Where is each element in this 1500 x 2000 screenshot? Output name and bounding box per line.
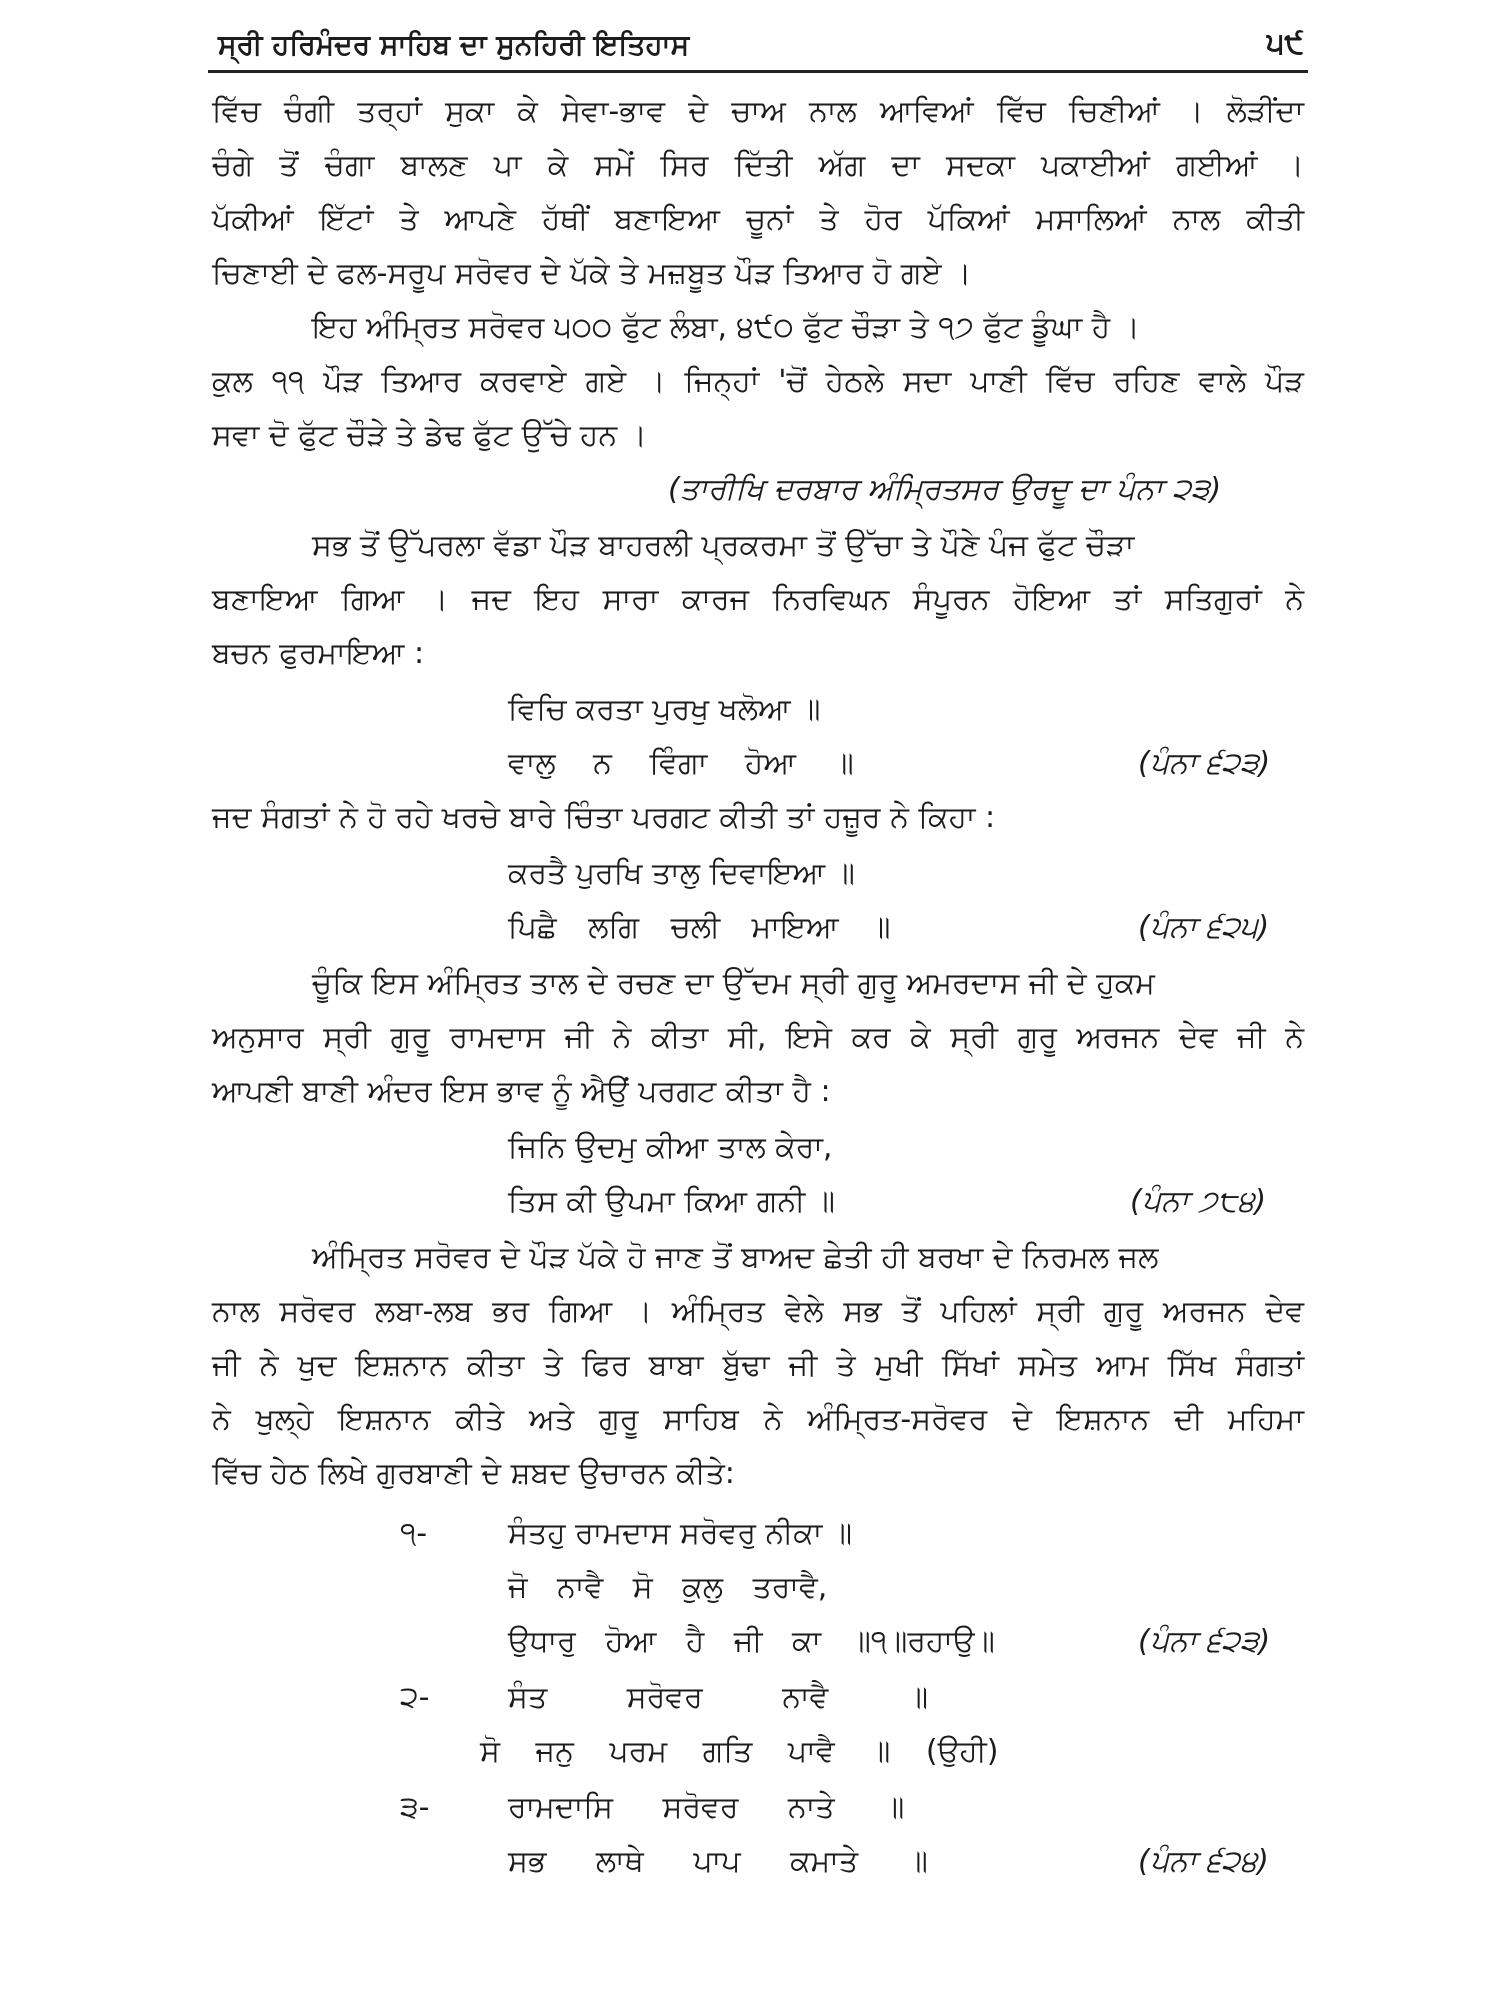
verse-line: ਸੰਤ ਸਰੋਵਰ ਨਾਵੈ ॥ bbox=[508, 1680, 929, 1715]
verse-line: ਜਿਨਿ ਉਦਮੁ ਕੀਆ ਤਾਲ ਕੇਰਾ, bbox=[508, 1130, 833, 1165]
verse-line: ਰਾਮਦਾਸਿ ਸਰੋਵਰ ਨਾਤੇ ॥ bbox=[508, 1790, 905, 1825]
body-line: ਕੁਲ ੧੧ ਪੌੜ ਤਿਆਰ ਕਰਵਾਏ ਗਏ । ਜਿਨ੍ਹਾਂ 'ਚੋਂ ਹੇਠਲੇ ਸਦਾ ਪਾਣੀ ਵਿੱਚ ਰਹਿਣ ਵਾਲੇ ਪੌੜ bbox=[212, 364, 1304, 399]
verse-citation: (ਪੰਨਾ ੬੨੫) bbox=[1138, 910, 1270, 945]
verse-number: ੩- bbox=[400, 1790, 430, 1825]
verse-line: ਕਰਤੈ ਪੁਰਖਿ ਤਾਲੁ ਦਿਵਾਇਆ ॥ bbox=[508, 856, 855, 891]
body-line: ਨਾਲ ਸਰੋਵਰ ਲਬਾ-ਲਬ ਭਰ ਗਿਆ । ਅੰਮ੍ਰਿਤ ਵੇਲੇ ਸਭ ਤੋਂ ਪਹਿਲਾਂ ਸ੍ਰੀ ਗੁਰੂ ਅਰਜਨ ਦੇਵ bbox=[212, 1294, 1304, 1329]
body-line: ਬਚਨ ਫੁਰਮਾਇਆ : bbox=[212, 636, 425, 671]
verse-citation: (ਪੰਨਾ ੬੨੩) bbox=[1138, 1624, 1271, 1659]
verse-line: ਸੋ ਜਨੁ ਪਰਮ ਗਤਿ ਪਾਵੈ ॥ (ਉਹੀ) bbox=[480, 1734, 999, 1769]
verse-line: ਤਿਸ ਕੀ ਉਪਮਾ ਕਿਆ ਗਨੀ ॥ bbox=[508, 1184, 836, 1219]
body-line: ਬਣਾਇਆ ਗਿਆ । ਜਦ ਇਹ ਸਾਰਾ ਕਾਰਜ ਨਿਰਵਿਘਨ ਸੰਪੂਰਨ ਹੋਇਆ ਤਾਂ ਸਤਿਗੁਰਾਂ ਨੇ bbox=[212, 582, 1304, 617]
body-line: ਸਭ ਤੋਂ ਉੱਪਰਲਾ ਵੱਡਾ ਪੌੜ ਬਾਹਰਲੀ ਪ੍ਰਕਰਮਾ ਤੋਂ ਉੱਚਾ ਤੇ ਪੌਣੇ ਪੰਜ ਫੁੱਟ ਚੌੜਾ bbox=[312, 528, 1135, 563]
verse-line: ਸਭ ਲਾਥੇ ਪਾਪ ਕਮਾਤੇ ॥ bbox=[508, 1844, 928, 1879]
body-line: ਇਹ ਅੰਮ੍ਰਿਤ ਸਰੋਵਰ ੫੦੦ ਫੁੱਟ ਲੰਬਾ, ੪੯੦ ਫੁੱਟ ਚੌੜਾ ਤੇ ੧੭ ਫੁੱਟ ਡੂੰਘਾ ਹੈ । bbox=[312, 310, 1140, 345]
citation-tarikh: (ਤਾਰੀਖਿ ਦਰਬਾਰ ਅੰਮ੍ਰਿਤਸਰ ਉਰਦੂ ਦਾ ਪੰਨਾ ੨੩) bbox=[668, 472, 1222, 507]
verse-citation: (ਪੰਨਾ ੬੨੪) bbox=[1138, 1844, 1269, 1879]
verse-number: ੨- bbox=[400, 1680, 430, 1715]
verse-line: ਵਾਲੁ ਨ ਵਿੰਗਾ ਹੋਆ ॥ bbox=[508, 746, 854, 781]
running-header bbox=[208, 26, 1308, 73]
verse-citation: (ਪੰਨਾ ੭੮੪) bbox=[1130, 1184, 1267, 1219]
body-line: ਜਦ ਸੰਗਤਾਂ ਨੇ ਹੋ ਰਹੇ ਖਰਚੇ ਬਾਰੇ ਚਿੰਤਾ ਪਰਗਟ ਕੀਤੀ ਤਾਂ ਹਜ਼ੂਰ ਨੇ ਕਿਹਾ : bbox=[212, 800, 996, 835]
body-line: ਵਿੱਚ ਹੇਠ ਲਿਖੇ ਗੁਰਬਾਣੀ ਦੇ ਸ਼ਬਦ ਉਚਾਰਨ ਕੀਤੇ: bbox=[212, 1456, 735, 1491]
body-line: ਅਨੁਸਾਰ ਸ੍ਰੀ ਗੁਰੂ ਰਾਮਦਾਸ ਜੀ ਨੇ ਕੀਤਾ ਸੀ, ਇਸੇ ਕਰ ਕੇ ਸ੍ਰੀ ਗੁਰੂ ਅਰਜਨ ਦੇਵ ਜੀ ਨੇ bbox=[212, 1020, 1304, 1055]
body-line: ਪੱਕੀਆਂ ਇੱਟਾਂ ਤੇ ਆਪਣੇ ਹੱਥੀਂ ਬਣਾਇਆ ਚੂਨਾਂ ਤੇ ਹੋਰ ਪੱਕਿਆਂ ਮਸਾਲਿਆਂ ਨਾਲ ਕੀਤੀ bbox=[212, 202, 1304, 237]
body-line: ਚੂੰਕਿ ਇਸ ਅੰਮ੍ਰਿਤ ਤਾਲ ਦੇ ਰਚਣ ਦਾ ਉੱਦਮ ਸ੍ਰੀ ਗੁਰੂ ਅਮਰਦਾਸ ਜੀ ਦੇ ਹੁਕਮ bbox=[312, 966, 1155, 1001]
verse-line: ਉਧਾਰੁ ਹੋਆ ਹੈ ਜੀ ਕਾ ॥੧॥ਰਹਾਉ॥ bbox=[508, 1624, 995, 1659]
verse-line: ਸੰਤਹੁ ਰਾਮਦਾਸ ਸਰੋਵਰੁ ਨੀਕਾ ॥ bbox=[508, 1516, 853, 1551]
verse-line: ਪਿਛੈ ਲਗਿ ਚਲੀ ਮਾਇਆ ॥ bbox=[508, 910, 891, 945]
body-line: ਅੰਮ੍ਰਿਤ ਸਰੋਵਰ ਦੇ ਪੌੜ ਪੱਕੇ ਹੋ ਜਾਣ ਤੋਂ ਬਾਅਦ ਛੇਤੀ ਹੀ ਬਰਖਾ ਦੇ ਨਿਰਮਲ ਜਲ bbox=[312, 1240, 1159, 1275]
page-number: ੫੯ bbox=[1266, 26, 1304, 61]
verse-citation: (ਪੰਨਾ ੬੨੩) bbox=[1138, 746, 1271, 781]
verse-number: ੧- bbox=[400, 1516, 428, 1551]
header-title: ਸ੍ਰੀ ਹਰਿਮੰਦਰ ਸਾਹਿਬ ਦਾ ਸੁਨਹਿਰੀ ਇਤਿਹਾਸ bbox=[218, 28, 690, 61]
verse-line: ਜੋ ਨਾਵੈ ਸੋ ਕੁਲੁ ਤਰਾਵੈ, bbox=[508, 1570, 828, 1605]
body-line: ਵਿੱਚ ਚੰਗੀ ਤਰ੍ਹਾਂ ਸੁਕਾ ਕੇ ਸੇਵਾ-ਭਾਵ ਦੇ ਚਾਅ ਨਾਲ ਆਵਿਆਂ ਵਿੱਚ ਚਿਣੀਆਂ । ਲੋੜੀਂਦਾ bbox=[212, 94, 1304, 129]
body-line: ਨੇ ਖੁਲ੍ਹੇ ਇਸ਼ਨਾਨ ਕੀਤੇ ਅਤੇ ਗੁਰੂ ਸਾਹਿਬ ਨੇ ਅੰਮ੍ਰਿਤ-ਸਰੋਵਰ ਦੇ ਇਸ਼ਨਾਨ ਦੀ ਮਹਿਮਾ bbox=[212, 1402, 1304, 1437]
body-line: ਸਵਾ ਦੋ ਫੁੱਟ ਚੌੜੇ ਤੇ ਡੇਢ ਫੁੱਟ ਉੱਚੇ ਹਨ । bbox=[212, 418, 647, 453]
body-line: ਜੀ ਨੇ ਖੁਦ ਇਸ਼ਨਾਨ ਕੀਤਾ ਤੇ ਫਿਰ ਬਾਬਾ ਬੁੱਢਾ ਜੀ ਤੇ ਮੁਖੀ ਸਿੱਖਾਂ ਸਮੇਤ ਆਮ ਸਿੱਖ ਸੰਗਤਾਂ bbox=[212, 1348, 1304, 1383]
body-line: ਆਪਣੀ ਬਾਣੀ ਅੰਦਰ ਇਸ ਭਾਵ ਨੂੰ ਐਉਂ ਪਰਗਟ ਕੀਤਾ ਹੈ : bbox=[212, 1074, 831, 1109]
body-line: ਚੰਗੇ ਤੋਂ ਚੰਗਾ ਬਾਲਣ ਪਾ ਕੇ ਸਮੇਂ ਸਿਰ ਦਿੱਤੀ ਅੱਗ ਦਾ ਸਦਕਾ ਪਕਾਈਆਂ ਗਈਆਂ । bbox=[212, 148, 1304, 183]
body-line: ਚਿਣਾਈ ਦੇ ਫਲ-ਸਰੂਪ ਸਰੋਵਰ ਦੇ ਪੱਕੇ ਤੇ ਮਜ਼ਬੂਤ ਪੌੜ ਤਿਆਰ ਹੋ ਗਏ । bbox=[212, 256, 972, 291]
verse-line: ਵਿਚਿ ਕਰਤਾ ਪੁਰਖੁ ਖਲੋਆ ॥ bbox=[508, 692, 821, 727]
